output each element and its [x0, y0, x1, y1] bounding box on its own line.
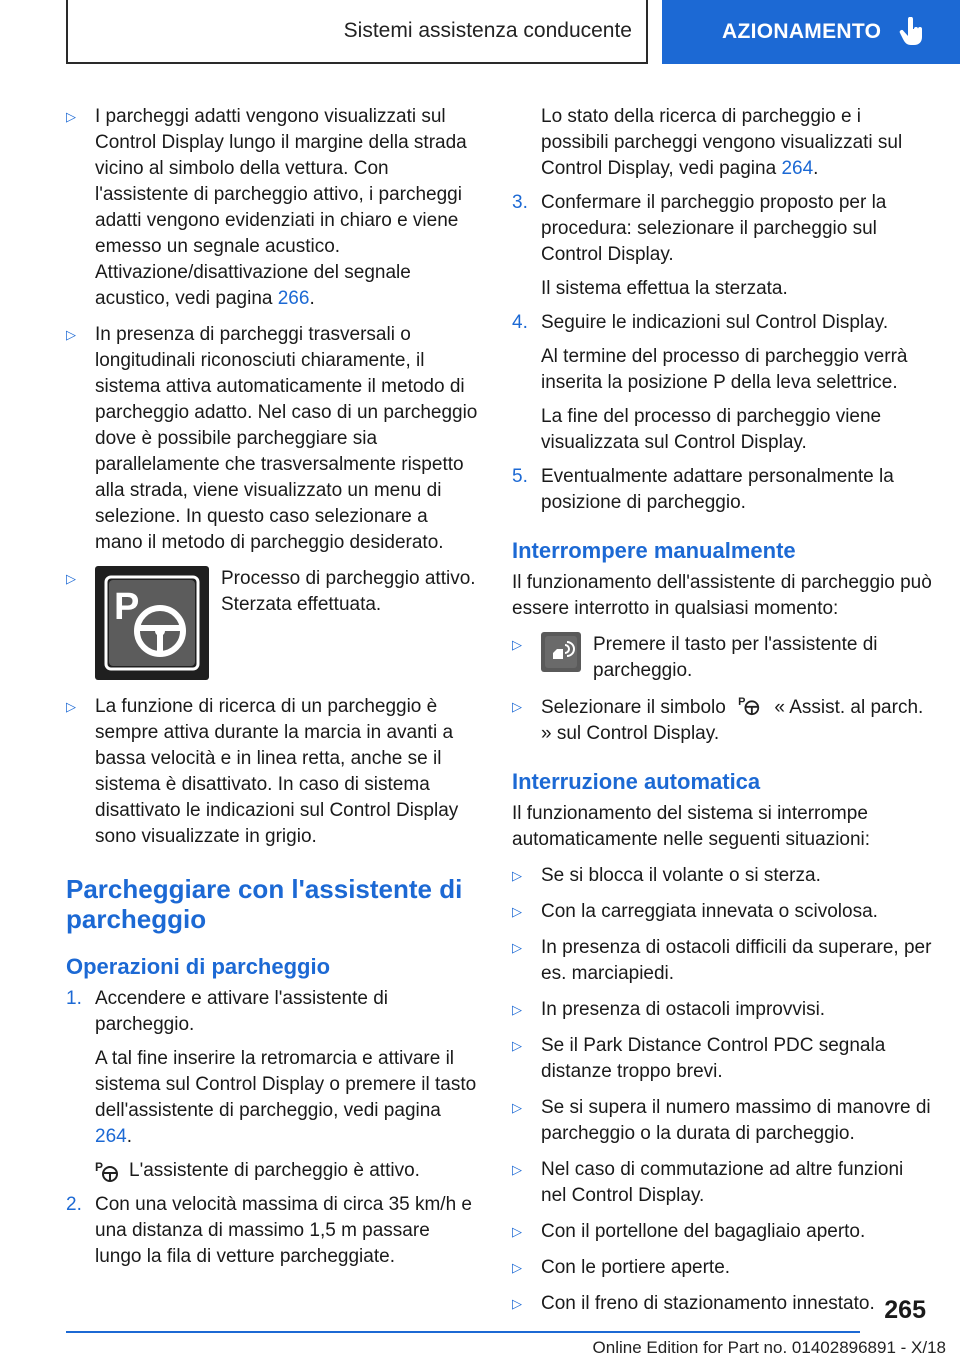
list-item: [512, 935, 932, 987]
auto-interrupt-list: [512, 863, 932, 1317]
bullet-text: In presenza di parcheggi trasversali o longitudinali riconosciuti chiaramente, il sistema attiva automaticamente il metodo di parcheggio adatto. Nel caso di un parcheggio dove è possibile parcheggiare sia parallelamente che trasversalmente rispetto alla strada, viene visualizzato un menu di selezione. In questo caso selezionare a mano il metodo di parcheggio desiderato.: [95, 324, 478, 553]
bullet-text: Con il portellone del bagagliaio aperto.: [541, 1221, 866, 1242]
paragraph: Il funzionamento del sistema si interrompe automaticamente nelle seguenti situazioni:: [512, 803, 871, 850]
park-assist-active-icon: [95, 566, 209, 680]
header-section-title: Sistemi assistenza conducente: [343, 19, 632, 42]
list-item: [512, 863, 932, 889]
step-item: [66, 986, 480, 1038]
list-item: [512, 1291, 932, 1317]
bullet-marker: ▷: [512, 904, 522, 919]
bullet-marker: ▷: [512, 1224, 522, 1239]
page-link[interactable]: 264: [95, 1126, 127, 1147]
footer-edition: Online Edition for Part no. 01402896891 - X/18: [592, 1338, 946, 1357]
page-number: 265: [884, 1296, 926, 1324]
punct: .: [126, 1126, 132, 1147]
bullet-marker: ▷: [512, 1296, 522, 1311]
section-heading: Parcheggiare con l'assistente di parcheggio: [66, 874, 463, 934]
bullet-marker: ▷: [66, 699, 76, 714]
bullet-marker: ▷: [512, 1260, 522, 1275]
left-column: [66, 104, 480, 1278]
list-item: [512, 1255, 932, 1281]
svg-text:P: P: [95, 1160, 104, 1174]
list-item: [512, 1095, 932, 1147]
park-assist-button-icon: [541, 632, 581, 672]
bullet-text: I parcheggi adatti vengono visualizzati sul Control Display lungo il margine della strada vicino al simbolo della vettura. Con l'assistente di parcheggio attivo, i parcheggi adatti vengono evidenziati in chiaro e viene emesso un segnale acustico. Attivazione/disattivazione del segnale acustico, vedi pagina: [95, 106, 467, 309]
step-number: 1.: [66, 988, 82, 1009]
list-item-with-icon: [66, 566, 480, 680]
bullet-marker: ▷: [512, 1100, 522, 1115]
bullet-text: La funzione di ricerca di un parcheggio è sempre attiva durante la marcia in avanti a bassa velocità e in linea retta, anche se il sistema è disattivato. In caso di sistema disattivato le indicazioni sul Control Display sono visualizzate in grigio.: [95, 696, 459, 847]
list-item: [512, 1157, 932, 1209]
park-assist-icon: [95, 1159, 121, 1183]
list-item: [512, 997, 932, 1023]
bullet-text: Selezionare il simbolo: [541, 697, 726, 718]
bullet-text: In presenza di ostacoli difficili da superare, per es. marciapiedi.: [541, 937, 932, 984]
step-detail-text: L'assistente di parcheggio è attivo.: [129, 1160, 420, 1181]
step-detail-text: A tal fine inserire la retromarcia e attivare il sistema sul Control Display o premere il tasto dell'assistente di parcheggio, vedi pagina: [95, 1048, 477, 1121]
bullet-marker: ▷: [512, 699, 522, 714]
step-number: 3.: [512, 192, 528, 213]
bullet-text: Se si supera il numero massimo di manovre di parcheggio o la durata di parcheggio.: [541, 1097, 931, 1144]
bullet-marker: ▷: [512, 637, 522, 652]
subsection-heading: Interruzione automatica: [512, 769, 761, 794]
step-item: [512, 310, 932, 336]
step-detail: [66, 1046, 480, 1150]
step-detail: [512, 104, 932, 182]
step-number: 4.: [512, 312, 528, 333]
paragraph: Il funzionamento dell'assistente di parcheggio può essere interrotto in qualsiasi momento:: [512, 572, 932, 619]
bullet-marker: ▷: [66, 327, 76, 342]
footer-divider: [66, 1331, 860, 1333]
step-text: Confermare il parcheggio proposto per la procedura: selezionare il parcheggio sul Control Display.: [541, 192, 887, 265]
step-text: Accendere e attivare l'assistente di parcheggio.: [95, 988, 389, 1035]
bullet-marker: ▷: [512, 1038, 522, 1053]
bullet-marker: ▷: [66, 571, 76, 586]
subsection-heading: Interrompere manualmente: [512, 538, 796, 563]
bullet-marker: ▷: [512, 868, 522, 883]
header-section-box: [66, 0, 648, 64]
step-number: 2.: [66, 1194, 82, 1215]
step-text: Con una velocità massima di circa 35 km/h e una distanza di massimo 1,5 m passare lungo la fila di vetture parcheggiate.: [95, 1194, 472, 1267]
list-item-with-icon: [512, 632, 932, 684]
bullet-text: Processo di parcheggio attivo. Sterzata effettuata.: [221, 568, 476, 615]
punct: .: [309, 288, 315, 309]
bullet-text: « Assist. al parch. » sul Control Display.: [541, 697, 924, 744]
step-detail: La fine del processo di parcheggio viene visualizzata sul Control Display.: [541, 406, 882, 453]
svg-text:P: P: [114, 586, 140, 628]
list-item: [512, 899, 932, 925]
bullet-text: Con le portiere aperte.: [541, 1257, 731, 1278]
bullet-text: Se si blocca il volante o si sterza.: [541, 865, 821, 886]
list-item: [66, 694, 480, 850]
bullet-text: In presenza di ostacoli improvvisi.: [541, 999, 826, 1020]
header-chapter-title: AZIONAMENTO: [722, 20, 882, 43]
list-item: [512, 1219, 932, 1245]
step-item: [512, 190, 932, 268]
page-link[interactable]: 266: [277, 288, 310, 309]
bullet-text: Se il Park Distance Control PDC segnala distanze troppo brevi.: [541, 1035, 886, 1082]
step-text: Seguire le indicazioni sul Control Display.: [541, 312, 889, 333]
right-column: [512, 104, 932, 1327]
punct: .: [813, 158, 819, 179]
bullet-marker: ▷: [66, 109, 76, 124]
step-detail-text: Lo stato della ricerca di parcheggio e i possibili parcheggi vengono visualizzati sul Control Display, vedi pagina: [541, 106, 903, 179]
step-item: [512, 464, 932, 516]
page-link[interactable]: 264: [781, 158, 814, 179]
list-item: [512, 694, 932, 747]
bullet-text: Nel caso di commutazione ad altre funzioni nel Control Display.: [541, 1159, 904, 1206]
step-detail-with-icon: [66, 1158, 480, 1184]
step-detail: Il sistema effettua la sterzata.: [541, 278, 788, 299]
subsection-heading: Operazioni di parcheggio: [66, 954, 331, 979]
step-detail: Al termine del processo di parcheggio verrà inserita la posizione P della leva selettrice.: [541, 346, 908, 393]
list-item: [512, 1033, 932, 1085]
bullet-marker: ▷: [512, 940, 522, 955]
svg-text:P: P: [738, 696, 746, 708]
step-item: [66, 1192, 480, 1270]
bullet-text: Con la carreggiata innevata o scivolosa.: [541, 901, 878, 922]
park-assist-icon: [735, 694, 765, 716]
list-item: [66, 322, 480, 556]
list-item: [66, 104, 480, 312]
bullet-marker: ▷: [512, 1002, 522, 1017]
step-text: Eventualmente adattare personalmente la posizione di parcheggio.: [541, 466, 894, 513]
bullet-text: Con il freno di stazionamento innestato.: [541, 1293, 875, 1314]
bullet-marker: ▷: [512, 1162, 522, 1177]
bullet-text: Premere il tasto per l'assistente di parcheggio.: [593, 634, 878, 681]
step-number: 5.: [512, 466, 528, 487]
header-chapter-tab: [662, 0, 960, 64]
hand-pointer-icon: [899, 17, 925, 47]
